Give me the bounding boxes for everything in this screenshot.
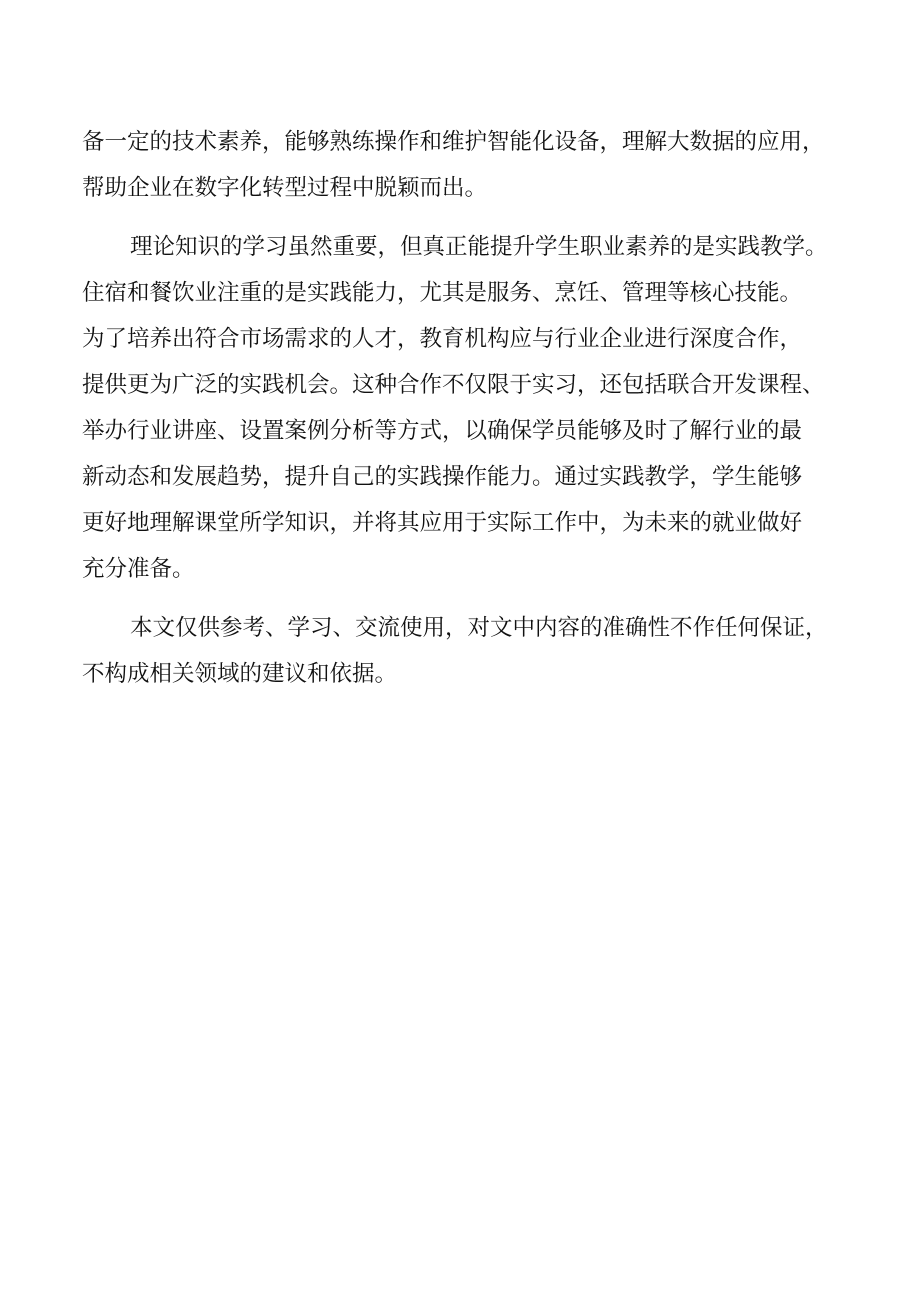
text-line: 本文仅供参考、学习、交流使用，对文中内容的准确性不作任何保证， <box>130 615 828 641</box>
text-line: 不构成相关领域的建议和依据。 <box>82 661 398 687</box>
document-body <box>82 119 842 710</box>
text-line: 为了培养出符合市场需求的人才，教育机构应与行业企业进行深度合作， <box>82 326 803 352</box>
text-line: 举办行业讲座、设置案例分析等方式，以确保学员能够及时了解行业的最 <box>82 418 803 444</box>
paragraph-continuation <box>82 119 842 211</box>
text-line: 理论知识的学习虽然重要，但真正能提升学生职业素养的是实践教学。 <box>130 234 828 260</box>
text-line: 提供更为广泛的实践机会。这种合作不仅限于实习，还包括联合开发课程、 <box>82 372 825 398</box>
text-line: 充分准备。 <box>82 556 195 582</box>
paragraph-practice-teaching <box>82 224 842 592</box>
paragraph-disclaimer <box>82 605 842 697</box>
text-line: 备一定的技术素养，能够熟练操作和维护智能化设备，理解大数据的应用， <box>82 129 825 155</box>
text-line: 住宿和餐饮业注重的是实践能力，尤其是服务、烹饪、管理等核心技能。 <box>82 280 803 306</box>
text-line: 帮助企业在数字化转型过程中脱颖而出。 <box>82 175 488 201</box>
text-line: 更好地理解课堂所学知识，并将其应用于实际工作中，为未来的就业做好 <box>82 510 803 536</box>
text-line: 新动态和发展趋势，提升自己的实践操作能力。通过实践教学，学生能够 <box>82 464 803 490</box>
